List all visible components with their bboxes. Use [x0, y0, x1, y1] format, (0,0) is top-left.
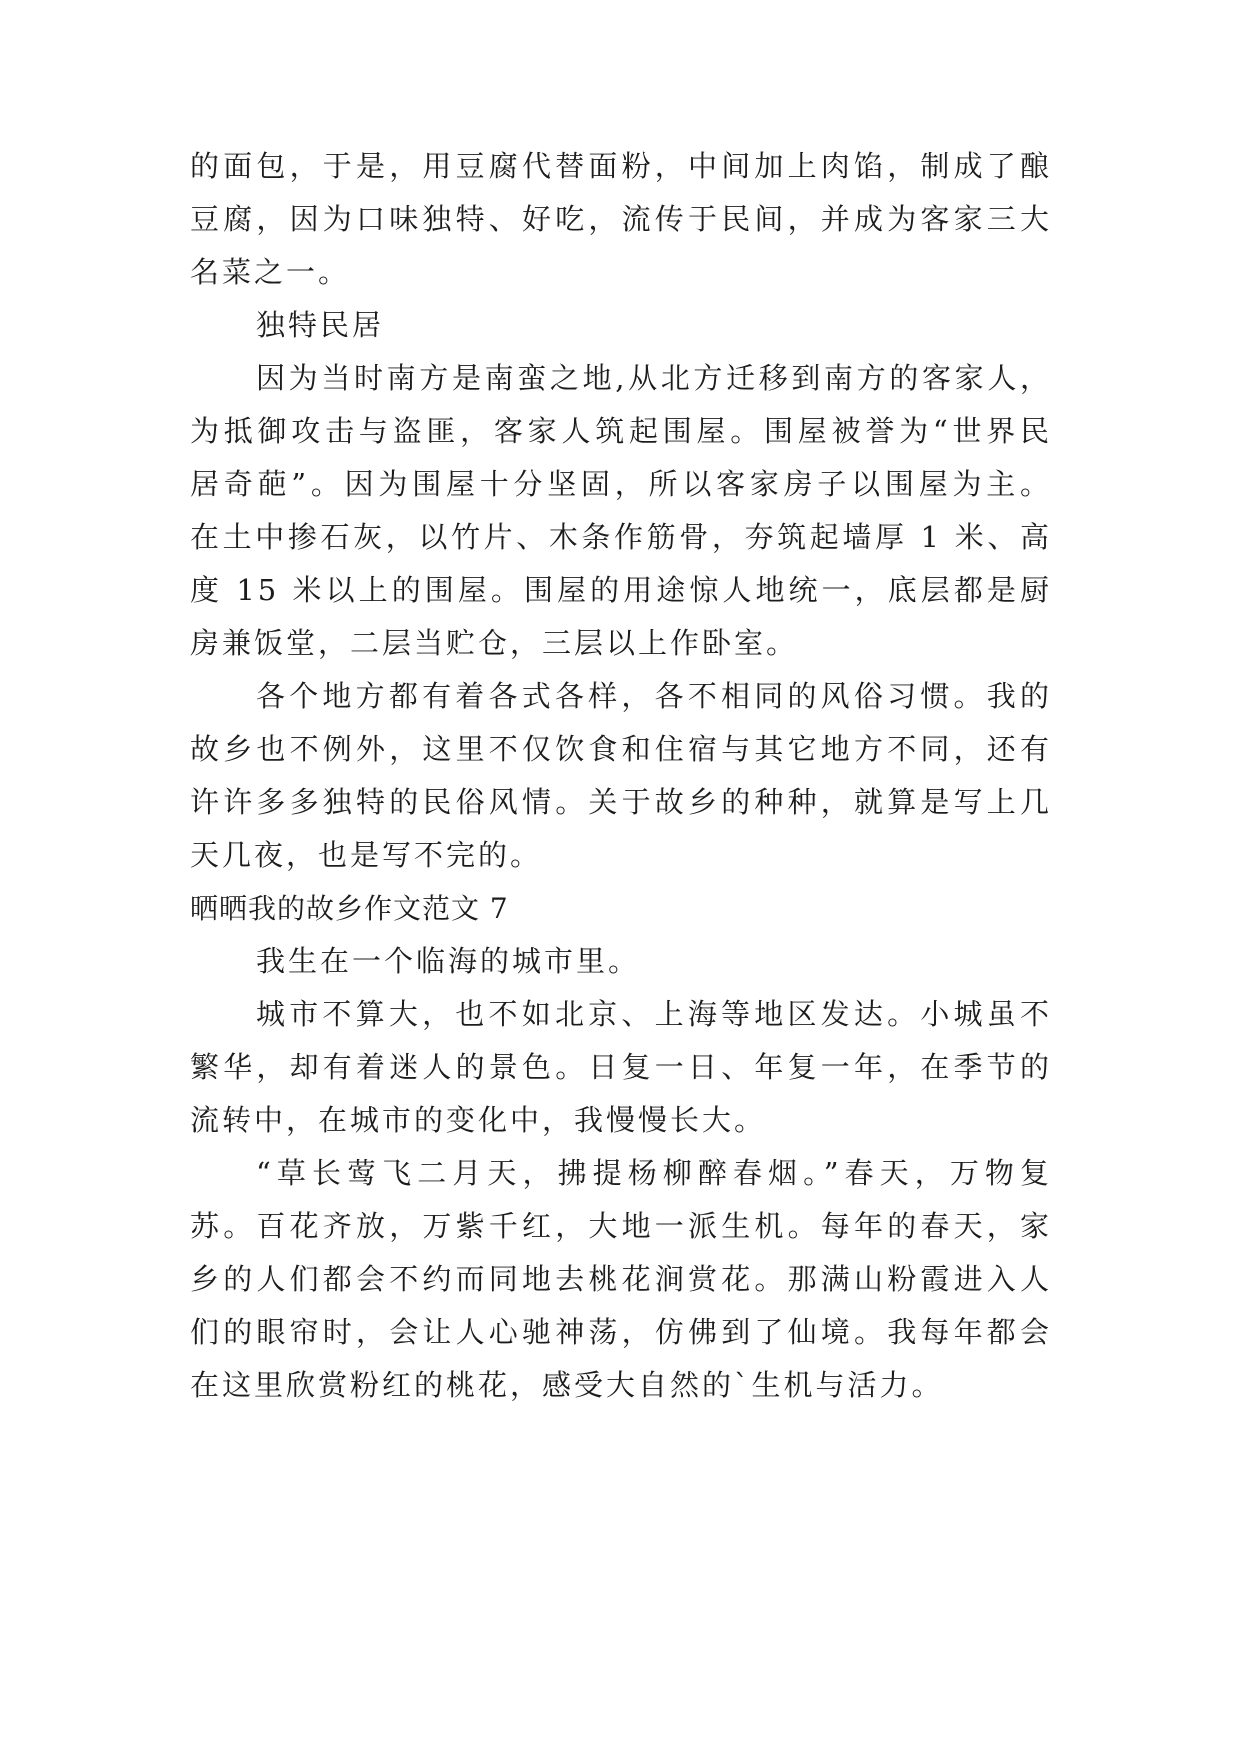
text-line: 天几夜，也是写不完的。	[190, 838, 543, 872]
paragraph-customs	[190, 670, 1052, 882]
text-line: 豆腐，因为口味独特、好吃，流传于民间，并成为客家三大	[190, 202, 1052, 236]
text-line: 我生在一个临海的城市里。	[256, 944, 641, 978]
document-body	[190, 140, 1052, 1412]
essay-paragraph	[190, 1147, 1052, 1412]
text-line: 度 15 米以上的围屋。围屋的用途惊人地统一，底层都是厨	[190, 573, 1052, 607]
text-line: 们的眼帘时，会让人心驰神荡，仿佛到了仙境。我每年都会	[190, 1315, 1052, 1349]
text-line: 为抵御攻击与盗匪，客家人筑起围屋。围屋被誉为“世界民	[190, 414, 1052, 448]
text-line: 的面包，于是，用豆腐代替面粉，中间加上肉馅，制成了酿	[190, 149, 1052, 183]
section-subheading: 独特民居	[256, 308, 385, 342]
text-line: 故乡也不例外，这里不仅饮食和住宿与其它地方不同，还有	[190, 732, 1052, 766]
text-line: 居奇葩”。因为围屋十分坚固，所以客家房子以围屋为主。	[190, 467, 1052, 501]
text-line: 乡的人们都会不约而同地去桃花涧赏花。那满山粉霞进入人	[190, 1262, 1052, 1296]
text-line: 流转中，在城市的变化中，我慢慢长大。	[190, 1103, 767, 1137]
text-line: 房兼饭堂，二层当贮仓，三层以上作卧室。	[190, 626, 799, 660]
paragraph-dwelling	[190, 352, 1052, 670]
text-line: “草长莺飞二月天，拂提杨柳醉春烟。”春天，万物复	[256, 1156, 1052, 1190]
text-line: 许许多多独特的民俗风情。关于故乡的种种，就算是写上几	[190, 785, 1052, 819]
essay-title: 晒晒我的故乡作文范文 7	[190, 892, 509, 925]
essay-paragraph	[190, 988, 1052, 1147]
text-line: 在土中掺石灰，以竹片、木条作筋骨，夯筑起墙厚 1 米、高	[190, 520, 1052, 554]
text-line: 苏。百花齐放，万紫千红，大地一派生机。每年的春天，家	[190, 1209, 1052, 1243]
text-line: 城市不算大，也不如北京、上海等地区发达。小城虽不	[256, 997, 1052, 1031]
essay-paragraph	[190, 935, 1052, 988]
text-line: 繁华，却有着迷人的景色。日复一日、年复一年，在季节的	[190, 1050, 1052, 1084]
text-line: 名菜之一。	[190, 255, 351, 289]
text-line: 因为当时南方是南蛮之地,从北方迁移到南方的客家人，	[256, 361, 1052, 395]
paragraph-intro-continued	[190, 140, 1052, 299]
text-line: 各个地方都有着各式各样，各不相同的风俗习惯。我的	[256, 679, 1052, 713]
text-line: 在这里欣赏粉红的桃花，感受大自然的`生机与活力。	[190, 1368, 944, 1402]
